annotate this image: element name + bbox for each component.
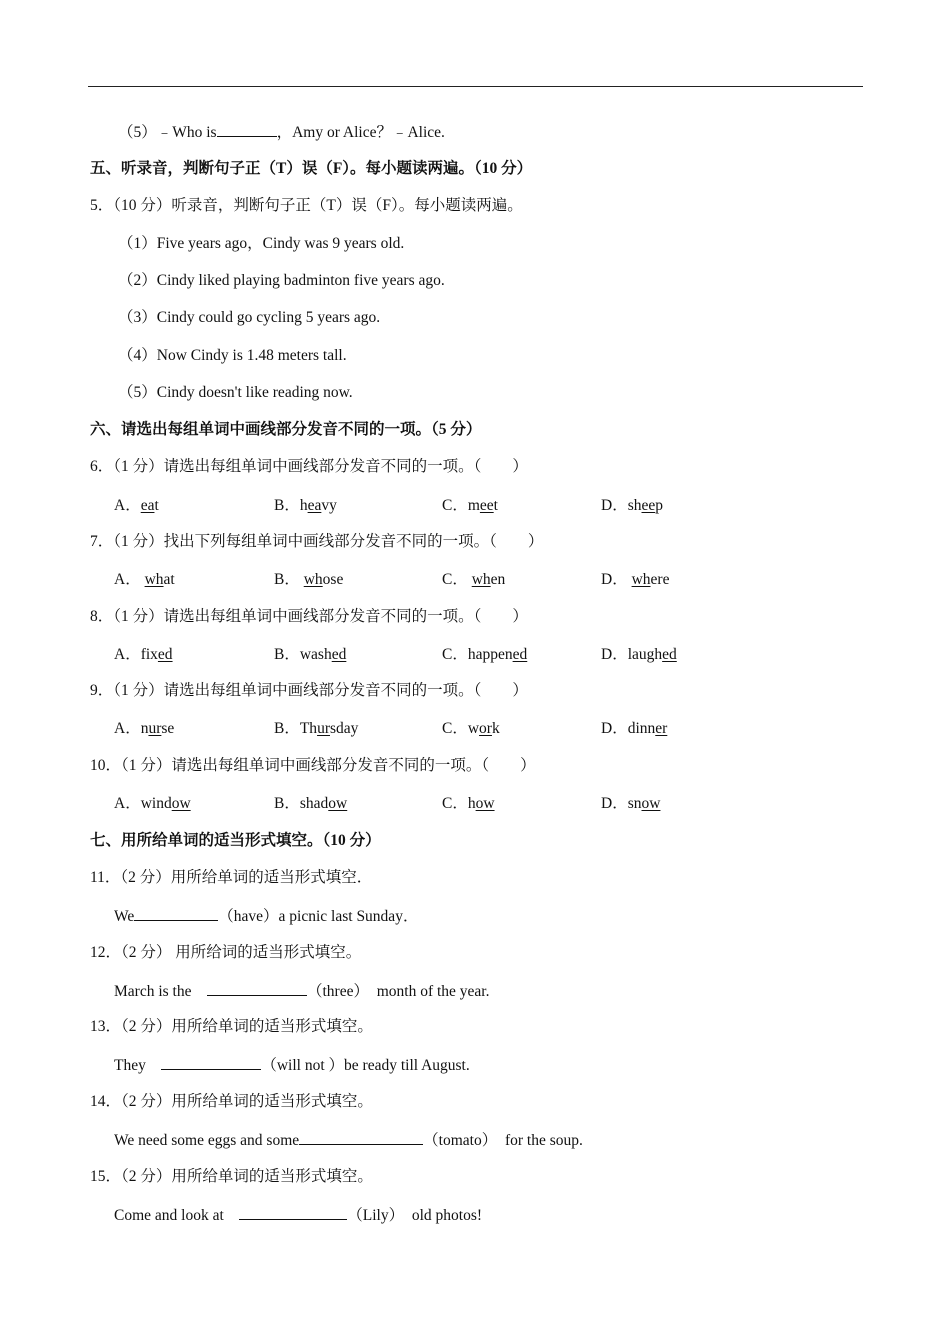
question-6-options [114,496,814,516]
option-d[interactable]: D． where [601,571,670,588]
question-13-sentence: They （will not ）be ready till August. [114,1057,470,1074]
option-a[interactable]: A．fixed [114,646,173,663]
question-5-item-4: （4）Now Cindy is 1.48 meters tall. [118,347,347,364]
question-14-sentence: We need some eggs and some （tomato） for the soup. [114,1132,583,1149]
option-b[interactable]: B．Thursday [274,720,359,737]
question-5-item-3: （3）Cindy could go cycling 5 years ago. [118,309,381,326]
question-15-sentence: Come and look at （Lily） old photos! [114,1207,483,1224]
question-10-options [114,794,814,814]
question-11-sentence: We （have）a picnic last Sunday． [114,908,419,925]
option-d[interactable]: D．dinner [601,720,668,737]
option-c[interactable]: C．happened [442,646,528,663]
question-14-stem: 14．（2 分）用所给单词的适当形式填空。 [90,1093,373,1110]
option-a[interactable]: A．nurse [114,720,175,737]
option-d[interactable]: D．snow [601,795,661,812]
option-a[interactable]: A． what [114,571,175,588]
answer-blank[interactable] [239,1205,347,1220]
option-c[interactable]: C． when [442,571,506,588]
option-b[interactable]: B．shadow [274,795,348,812]
question-5-stem: 5．（10 分）听录音，判断句子正（T）误（F）。每小题读两遍。 [90,197,523,214]
option-b[interactable]: B．heavy [274,497,337,514]
answer-blank[interactable] [134,906,218,921]
question-9-stem: 9．（1 分）请选出每组单词中画线部分发音不同的一项。（ ） [90,682,528,699]
question-6-stem: 6．（1 分）请选出每组单词中画线部分发音不同的一项。（ ） [90,458,528,475]
question-5-item-5: （5）Cindy doesn't like reading now. [118,384,353,401]
option-d[interactable]: D．sheep [601,497,664,514]
answer-blank[interactable] [161,1055,261,1070]
question-11-stem: 11．（2 分）用所给单词的适当形式填空． [90,869,373,886]
header-rule [88,86,863,87]
question-8-stem: 8．（1 分）请选出每组单词中画线部分发音不同的一项。（ ） [90,608,528,625]
question-12-stem: 12．（2 分） 用所给词的适当形式填空。 [90,944,362,961]
q4-item-5-prefix: （5）﹣Who is [118,124,217,141]
section-5-heading: 五、听录音，判断句子正（T）误（F）。每小题读两遍。（10 分） [90,160,533,177]
question-15-stem: 15．（2 分）用所给单词的适当形式填空。 [90,1168,373,1185]
question-13-stem: 13．（2 分）用所给单词的适当形式填空。 [90,1018,373,1035]
question-10-stem: 10．（1 分）请选出每组单词中画线部分发音不同的一项。（ ） [90,757,536,774]
option-c[interactable]: C．how [442,795,495,812]
option-d[interactable]: D．laughed [601,646,677,663]
question-12-sentence: March is the （three） month of the year. [114,983,490,1000]
option-b[interactable]: B． whose [274,571,344,588]
question-8-options [114,645,814,665]
question-7-stem: 7．（1 分）找出下列每组单词中画线部分发音不同的一项。（ ） [90,533,544,550]
question-7-options [114,570,814,590]
option-b[interactable]: B．washed [274,646,347,663]
question-5-item-2: （2）Cindy liked playing badminton five years ago. [118,272,445,289]
option-a[interactable]: A．window [114,795,191,812]
answer-blank[interactable] [217,122,277,137]
option-c[interactable]: C．work [442,720,500,737]
q4-item-5-suffix: ，Amy or Alice？﹣Alice. [276,124,445,141]
q4-item-5 [118,122,445,143]
section-6-heading: 六、请选出每组单词中画线部分发音不同的一项。（5 分） [90,421,482,438]
section-7-heading: 七、用所给单词的适当形式填空。（10 分） [90,832,381,849]
answer-blank[interactable] [299,1130,423,1145]
question-9-options [114,719,814,739]
option-c[interactable]: C．meet [442,497,498,514]
option-a[interactable]: A．eat [114,497,159,514]
question-5-item-1: （1）Five years ago，Cindy was 9 years old. [118,235,405,252]
answer-blank[interactable] [207,981,307,996]
